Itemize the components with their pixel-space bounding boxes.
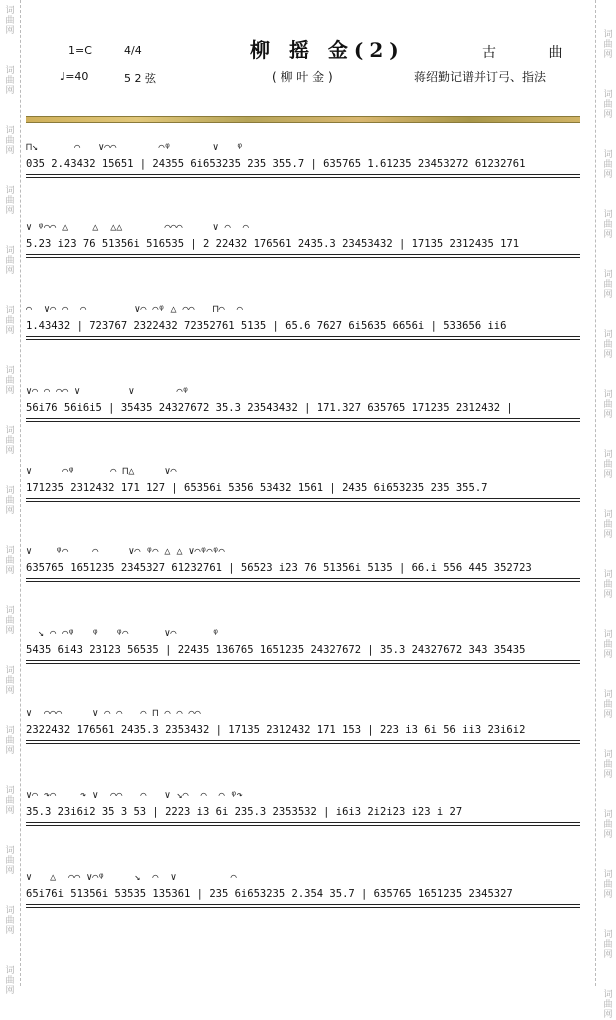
watermark-text: 词曲网 xyxy=(5,606,15,636)
score-line xyxy=(26,466,580,504)
watermark-text: 词曲网 xyxy=(5,846,15,876)
time-signature: 4/4 xyxy=(124,44,142,57)
watermark-text: 词曲网 xyxy=(603,150,613,180)
duration-underline xyxy=(26,740,580,741)
duration-underline xyxy=(26,663,580,664)
watermark-text: 词曲网 xyxy=(603,510,613,540)
bowing-marks: ∨ △ ⌒⌒ ∨⌒ᵠ ↘ ⌒ ∨ ⌒ xyxy=(26,872,237,883)
watermark-text: 词曲网 xyxy=(603,870,613,900)
score-line xyxy=(26,708,580,746)
duration-underline xyxy=(26,254,580,255)
note-sequence: 635765 1651235 2345327 61232761 | 56523 i23 76 51356i 5135 | 66.i 556 445 352723 xyxy=(26,562,532,574)
watermark-text: 词曲网 xyxy=(5,906,15,936)
string-tuning: 5 2 弦 xyxy=(124,72,156,85)
watermark-text: 词曲网 xyxy=(603,390,613,420)
score-line xyxy=(26,546,580,584)
bowing-marks: ∨ ⌒⌒⌒ ∨ ⌒ ⌒ ⌒ ⊓ ⌒ ⌒ ⌒⌒ xyxy=(26,708,201,719)
watermark-text: 词曲网 xyxy=(603,630,613,660)
transcription-credit: 蒋绍勤记谱并订弓、指法 xyxy=(414,70,547,84)
note-sequence: 2322432 176561 2435.3 2353432 | 17135 2312432 171 153 | 223 i3 6i 56 ii3 23i6i2 xyxy=(26,724,526,736)
alternate-title: ( 柳 叶 金 ) xyxy=(272,70,333,84)
duration-underline xyxy=(26,339,580,340)
duration-underline xyxy=(26,336,580,337)
watermark-text: 词曲网 xyxy=(603,690,613,720)
watermark-text: 词曲网 xyxy=(5,66,15,96)
watermark-text: 词曲网 xyxy=(603,750,613,780)
note-sequence: 171235 2312432 171 127 | 65356i 5356 53432 1561 | 2435 6i653235 235 355.7 xyxy=(26,482,488,494)
duration-underline xyxy=(26,174,580,175)
duration-underline xyxy=(26,418,580,419)
watermark-text: 词曲网 xyxy=(5,126,15,156)
key-signature: 1=C xyxy=(68,44,92,57)
duration-underline xyxy=(26,578,580,579)
watermark-text: 词曲网 xyxy=(603,570,613,600)
score-line xyxy=(26,222,580,260)
score-line xyxy=(26,790,580,828)
watermark-text: 词曲网 xyxy=(603,930,613,960)
watermark-text: 词曲网 xyxy=(5,426,15,456)
duration-underline xyxy=(26,822,580,823)
watermark-text: 词曲网 xyxy=(603,90,613,120)
decorative-divider xyxy=(26,116,580,123)
note-sequence: 1.43432 | 723767 2322432 72352761 5135 | 65.6 7627 6i5635 6656i | 533656 ii6 xyxy=(26,320,507,332)
watermark-text: 词曲网 xyxy=(5,306,15,336)
watermark-text: 词曲网 xyxy=(603,450,613,480)
watermark-text: 词曲网 xyxy=(5,366,15,396)
duration-underline xyxy=(26,501,580,502)
duration-underline xyxy=(26,581,580,582)
note-sequence: 035 2.43432 15651 | 24355 6i653235 235 355.7 | 635765 1.61235 23453272 61232761 xyxy=(26,158,526,170)
duration-underline xyxy=(26,904,580,905)
watermark-text: 词曲网 xyxy=(5,186,15,216)
right-watermark-strip xyxy=(595,0,616,1020)
bowing-marks: ⌒ ∨⌒ ⌒ ⌒ ∨⌒ ⌒ᵠ △ ⌒⌒ ⊓⌒ ⌒ xyxy=(26,304,243,315)
score-line xyxy=(26,872,580,910)
note-sequence: 35.3 23i6i2 35 3 53 | 2223 i3 6i 235.3 2353532 | i6i3 2i2i23 i23 i 27 xyxy=(26,806,463,818)
score-line xyxy=(26,304,580,342)
watermark-text: 词曲网 xyxy=(603,810,613,840)
note-sequence: 65i76i 51356i 53535 135361 | 235 6i653235 2.354 35.7 | 635765 1651235 2345327 xyxy=(26,888,513,900)
duration-underline xyxy=(26,907,580,908)
watermark-text: 词曲网 xyxy=(5,666,15,696)
watermark-text: 词曲网 xyxy=(603,330,613,360)
bowing-marks: ∨ ᵠ⌒⌒ △ △ △△ ⌒⌒⌒ ∨ ⌒ ⌒ xyxy=(26,222,249,233)
watermark-text: 词曲网 xyxy=(5,786,15,816)
duration-underline xyxy=(26,498,580,499)
score-title: 柳 摇 金(2) xyxy=(250,38,405,62)
bowing-marks: ∨ ⌒ᵠ ⌒ ⊓△ ∨⌒ xyxy=(26,466,177,477)
watermark-text: 词曲网 xyxy=(603,270,613,300)
watermark-text: 词曲网 xyxy=(5,966,15,996)
bowing-marks: ↘ ⌒ ⌒ᵠ ᵠ ᵠ⌒ ∨⌒ ᵠ xyxy=(26,628,219,639)
watermark-text: 词曲网 xyxy=(5,6,15,36)
duration-underline xyxy=(26,421,580,422)
duration-underline xyxy=(26,743,580,744)
watermark-text: 词曲网 xyxy=(5,726,15,756)
score-line xyxy=(26,142,580,180)
bowing-marks: ∨⌒ ↷⌒ ↷ ∨ ⌒⌒ ⌒ ∨ ↘⌒ ⌒ ⌒ ᵠ↷ xyxy=(26,790,243,801)
watermark-text: 词曲网 xyxy=(5,486,15,516)
watermark-text: 词曲网 xyxy=(5,246,15,276)
note-sequence: 5435 6i43 23123 56535 | 22435 136765 1651235 24327672 | 35.3 24327672 343 35435 xyxy=(26,644,526,656)
watermark-text: 词曲网 xyxy=(603,990,613,1020)
note-sequence: 56i76 56i6i5 | 35435 24327672 35.3 23543432 | 171.327 635765 171235 2312432 | xyxy=(26,402,513,414)
duration-underline xyxy=(26,660,580,661)
score-line xyxy=(26,628,580,666)
bowing-marks: ⊓↘ ⌒ ∨⌒⌒ ⌒ᵠ ∨ ᵠ xyxy=(26,142,243,153)
score-line xyxy=(26,386,580,424)
genre-label: 古 曲 xyxy=(482,45,587,61)
left-watermark-strip xyxy=(0,0,21,996)
watermark-text: 词曲网 xyxy=(603,210,613,240)
tempo-marking: ♩=40 xyxy=(60,70,89,83)
watermark-text: 词曲网 xyxy=(5,546,15,576)
bowing-marks: ∨ ᵠ⌒ ⌒ ∨⌒ ᵠ⌒ △ △ ∨⌒ᵠ⌒ᵠ⌒ xyxy=(26,546,225,557)
duration-underline xyxy=(26,257,580,258)
duration-underline xyxy=(26,177,580,178)
duration-underline xyxy=(26,825,580,826)
bowing-marks: ∨⌒ ⌒ ⌒⌒ ∨ ∨ ⌒ᵠ xyxy=(26,386,189,397)
note-sequence: 5.23 i23 76 51356i 516535 | 2 22432 176561 2435.3 23453432 | 17135 2312435 171 xyxy=(26,238,520,250)
watermark-text: 词曲网 xyxy=(603,30,613,60)
